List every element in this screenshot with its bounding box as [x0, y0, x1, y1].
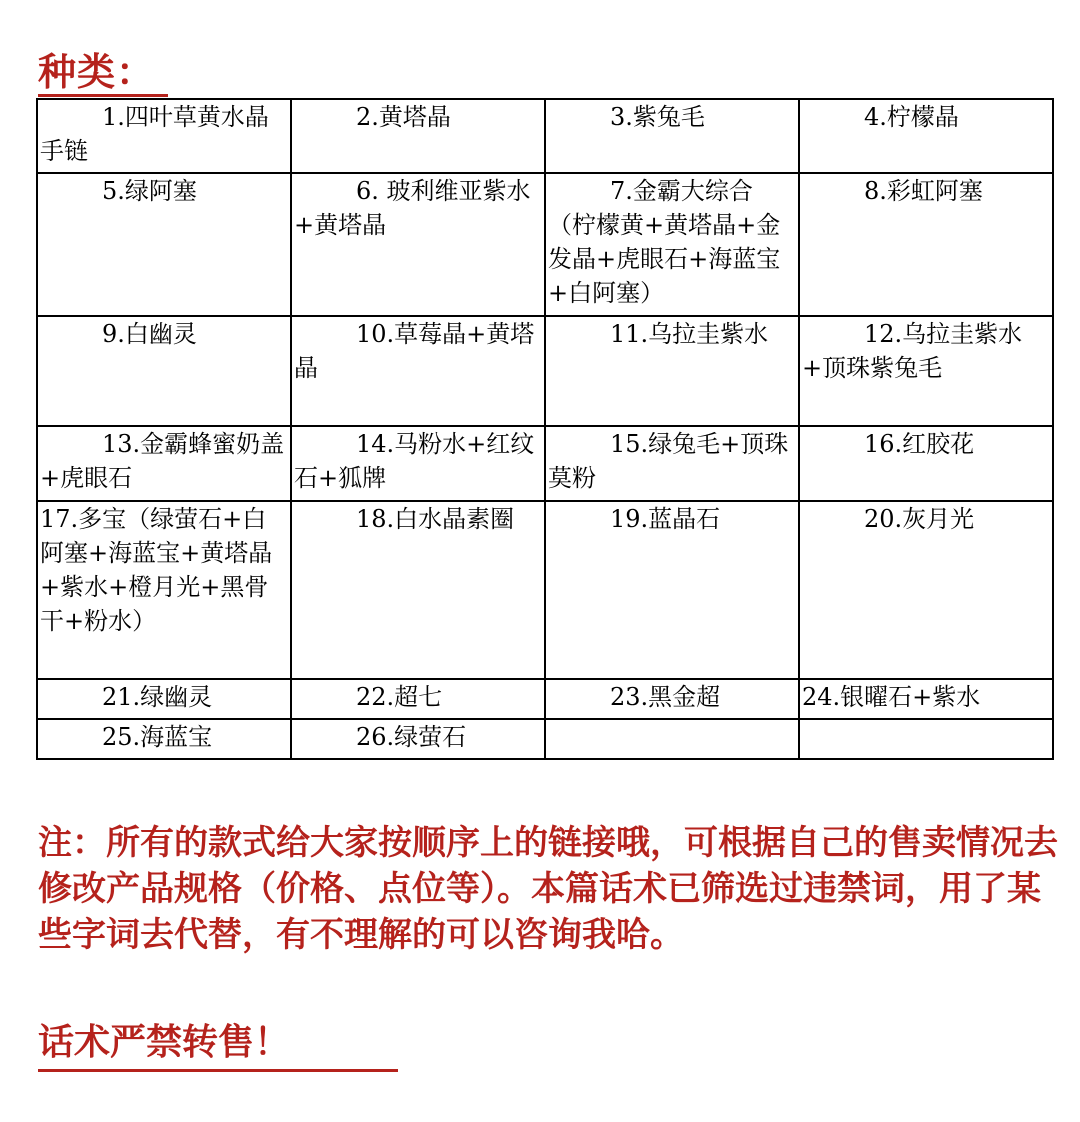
- item-7: 7.金霸大综合（柠檬黄+黄塔晶+金发晶+虎眼石+海蓝宝+白阿塞）: [548, 177, 781, 307]
- item-5: 5.绿阿塞: [102, 177, 197, 205]
- table-cell: [291, 679, 545, 719]
- table-row: [37, 316, 1053, 426]
- table-cell: [37, 426, 291, 501]
- table-cell: [291, 99, 545, 173]
- table-cell-empty: [799, 719, 1053, 759]
- table-cell: [799, 501, 1053, 679]
- table-cell: [291, 173, 545, 316]
- item-26: 26.绿萤石: [356, 723, 467, 751]
- table-row: [37, 173, 1053, 316]
- table-row: [37, 426, 1053, 501]
- item-19: 19.蓝晶石: [610, 505, 721, 533]
- table-cell: [545, 501, 799, 679]
- table-cell: [37, 501, 291, 679]
- table-cell: [799, 316, 1053, 426]
- page-heading: 种类：: [38, 50, 156, 94]
- item-10: 10.草莓晶+黄塔晶: [294, 320, 535, 382]
- table-cell: [799, 99, 1053, 173]
- table-cell: [37, 679, 291, 719]
- item-8: 8.彩虹阿塞: [864, 177, 983, 205]
- warning-underline: [38, 1069, 398, 1072]
- item-20: 20.灰月光: [864, 505, 975, 533]
- item-4: 4.柠檬晶: [864, 103, 959, 131]
- table-cell: [545, 173, 799, 316]
- item-24: 24.银曜石+紫水: [802, 683, 981, 711]
- table-cell: [545, 316, 799, 426]
- table-row: [37, 501, 1053, 679]
- item-21: 21.绿幽灵: [102, 683, 213, 711]
- item-11: 11.乌拉圭紫水: [610, 320, 769, 348]
- item-14: 14.马粉水+红纹石+狐牌: [294, 430, 535, 492]
- table-row: [37, 679, 1053, 719]
- table-row: [37, 719, 1053, 759]
- note-text: 注：所有的款式给大家按顺序上的链接哦，可根据自己的售卖情况去修改产品规格（价格、点位等）。本篇话术已筛选过违禁词，用了某些字词去代替，有不理解的可以咨询我哈。: [38, 823, 1058, 955]
- table-cell: [291, 719, 545, 759]
- table-cell: [545, 99, 799, 173]
- item-16: 16.红胶花: [864, 430, 975, 458]
- types-table: [36, 98, 1054, 760]
- table-cell: [291, 316, 545, 426]
- table-cell: [37, 99, 291, 173]
- table-cell: [545, 679, 799, 719]
- table-cell: [799, 679, 1053, 719]
- table-cell-empty: [545, 719, 799, 759]
- item-25: 25.海蓝宝: [102, 723, 213, 751]
- table-row: [37, 99, 1053, 173]
- item-12: 12.乌拉圭紫水+顶珠紫兔毛: [802, 320, 1023, 382]
- item-9: 9.白幽灵: [102, 320, 197, 348]
- table-cell: [37, 173, 291, 316]
- item-13: 13.金霸蜂蜜奶盖+虎眼石: [40, 430, 285, 492]
- table-cell: [291, 426, 545, 501]
- resale-warning: 话术严禁转售！: [38, 1022, 291, 1063]
- item-23: 23.黑金超: [610, 683, 721, 711]
- table-cell: [291, 501, 545, 679]
- heading-underline: [38, 94, 168, 97]
- item-6: 6. 玻利维亚紫水+黄塔晶: [294, 177, 531, 239]
- item-3: 3.紫兔毛: [610, 103, 705, 131]
- table-cell: [37, 719, 291, 759]
- table-cell: [545, 426, 799, 501]
- table-cell: [37, 316, 291, 426]
- item-22: 22.超七: [356, 683, 443, 711]
- table-cell: [799, 426, 1053, 501]
- item-15: 15.绿兔毛+顶珠莫粉: [548, 430, 789, 492]
- item-18: 18.白水晶素圈: [356, 505, 515, 533]
- table-cell: [799, 173, 1053, 316]
- item-1: 1.四叶草黄水晶手链: [40, 103, 269, 165]
- item-17: 17.多宝（绿萤石+白阿塞+海蓝宝+黄塔晶+紫水+橙月光+黑骨干+粉水）: [40, 505, 273, 635]
- item-2: 2.黄塔晶: [356, 103, 451, 131]
